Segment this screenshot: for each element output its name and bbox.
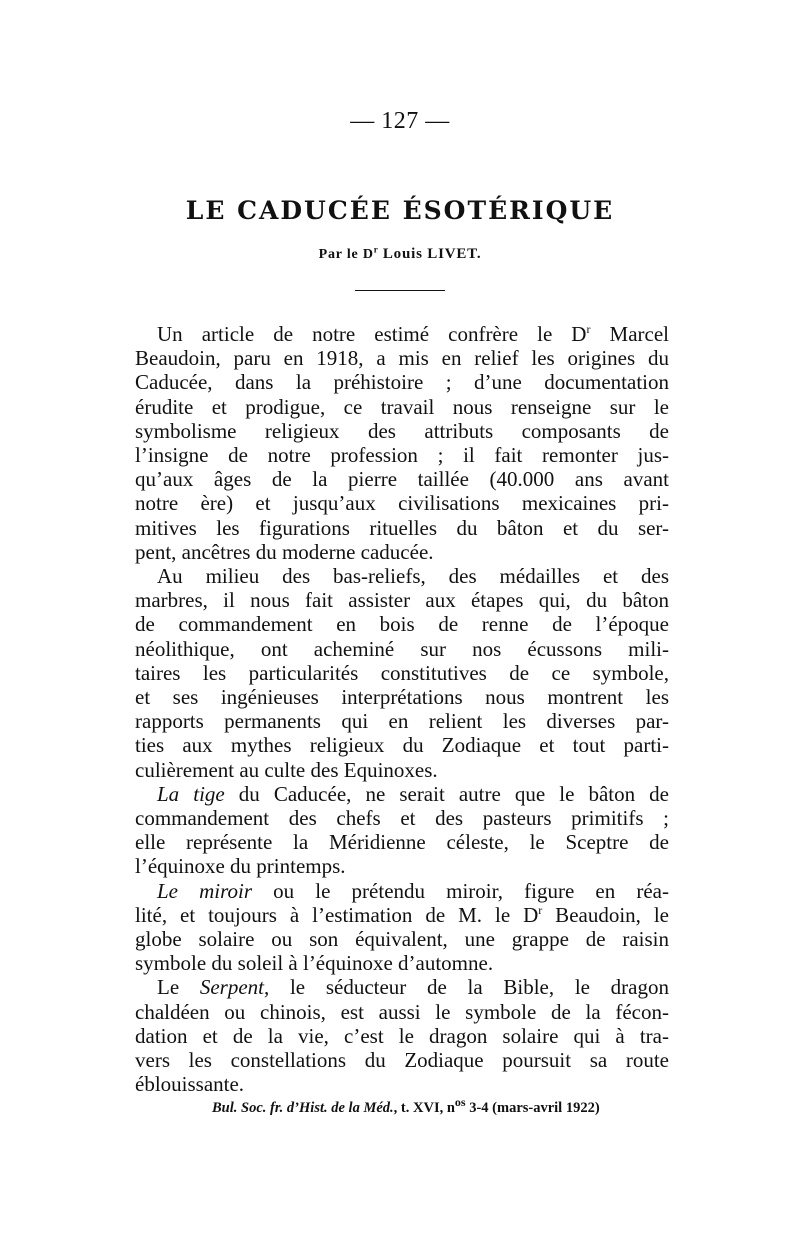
text-line: mitives les figurations rituelles du bâton et du ser- [135,515,669,540]
paragraph-5 [135,975,669,1096]
text-line: ties aux mythes religieux du Zodiaque et tout parti- [135,733,669,758]
text-line: Le miroir ou le prétendu miroir, figure en réa- [157,878,669,903]
text-line: dation et de la vie, c’est le dragon solaire qui à tra- [135,1023,669,1048]
page-number: — 127 — [350,108,450,134]
text-line: éblouissante. [135,1072,245,1097]
text-line: l’insigne de notre profession ; il fait remonter jus- [135,443,669,468]
text-line: marbres, il nous fait assister aux étapes qui, du bâton [135,588,669,613]
text-line: globe solaire ou son équivalent, une grappe de raisin [135,927,669,952]
text-line: chaldéen ou chinois, est aussi le symbole de la fécon- [135,999,669,1024]
text-line: symbolisme religieux des attributs composants de [135,418,669,443]
byline-superscript: r [373,244,379,255]
title-divider [355,290,445,291]
text-line: Au milieu des bas-reliefs, des médailles et des [157,564,669,589]
text-line: érudite et prodigue, ce travail nous renseigne sur le [135,394,669,419]
paragraph-3 [135,782,669,879]
text-line: notre ère) et jusqu’aux civilisations mexicaines pri- [135,491,669,516]
emphasis-serpent: Serpent [199,975,265,1000]
text-line: vers les constellations du Zodiaque poursuit sa route [135,1048,669,1073]
text-line: lité, et toujours à l’estimation de M. le $D^r$ Beaudoin, le [135,902,670,927]
paragraph-4 [135,879,669,976]
text-line: pent, ancêtres du moderne caducée. [135,539,434,564]
text-line: elle représente la Méridienne céleste, le Sceptre de [135,830,669,855]
text-line: Un article de notre estimé confrère le $D^r$ Marcel [157,322,669,346]
author-name: Louis LIVET. [382,246,482,262]
text-line: qu’aux âges de la pierre taillée (40.000 ans avant [135,467,669,492]
text-line: La tige du Caducée, ne serait autre que le bâton de [157,781,669,806]
emphasis-miroir: Le miroir [157,878,253,903]
text-line: taires les particularités constitutives de ce symbole, [135,660,669,685]
text-line: symbole du soleil à l’équinoxe d’automne. [135,951,494,976]
text-line: Caducée, dans la préhistoire ; d’une documentation [135,370,669,395]
author-byline [0,246,800,263]
text-line: Beaudoin, paru en 1918, a mis en relief les origines du [135,346,669,371]
text-line: l’équinoxe du printemps. [135,854,346,879]
paragraph-2 [135,564,669,782]
text-line: Le Serpent, le séducteur de la Bible, le dragon [157,975,669,1000]
emphasis-tige: La tige [157,781,225,806]
paragraph-1 [135,322,669,564]
text-line: culièrement au culte des Equinoxes. [135,757,438,782]
text-line: commandement des chefs et des pasteurs primitifs ; [135,806,669,831]
article-title: LE CADUCÉE ÉSOTÉRIQUE [185,196,615,225]
source-citation: Bul. Soc. fr. d’Hist. de la Méd., t. XVI, $n^{os}$ 3-4 (mars-avril 1922) [212,1095,600,1116]
citation-source: Bul. Soc. fr. d’Hist. de la Méd. [212,1100,394,1116]
text-line: et ses ingénieuses interprétations nous montrent les [135,685,669,710]
article-body [135,322,669,1097]
text-line: rapports permanents qui en relient les diverses par- [135,709,669,734]
byline-prefix: Par le D [318,247,374,262]
text-line: néolithique, ont acheminé sur nos écussons mili- [135,636,669,661]
text-line: de commandement en bois de renne de l’époque [135,612,669,637]
